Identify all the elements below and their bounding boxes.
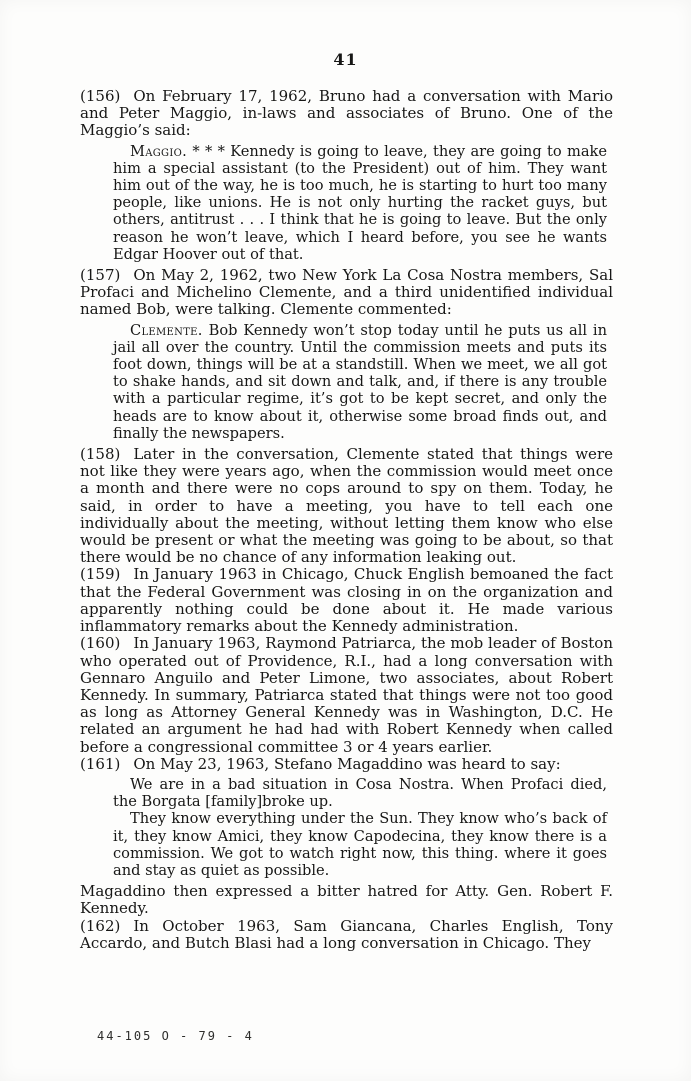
paragraph-161-text: On May 23, 1963, Stefano Magaddino was heard to say:	[133, 754, 561, 773]
printers-code: 44-105 O - 79 - 4	[97, 1029, 254, 1043]
quote-156-speaker: Maggio.	[130, 142, 188, 160]
paragraph-161	[80, 756, 613, 773]
quote-161-paragraph-1: We are in a bad situation in Cosa Nostra. When Profaci died, the Borgata [family]broke up.	[113, 775, 607, 811]
paragraph-160-text: In January 1963, Raymond Patriarca, the mob leader of Boston who operated out of Providence, R.I., had a long conversation with Gennaro Anguilo and Peter Limone, two associates, about Robert Kennedy. In summary, Patriarca stated that things were not too good as long as Attorney General Kennedy was in Washington, D.C. He related an argument he had had with Robert Kennedy when called before a congressional committee 3 or 4 years earlier.	[80, 634, 613, 756]
paragraph-158-number: (158)	[80, 445, 121, 464]
paragraph-157-number: (157)	[80, 266, 121, 285]
paragraph-157-text: On May 2, 1962, two New York La Cosa Nostra members, Sal Profaci and Michelino Clemente, and a third unidentified individual named Bob, were talking. Clemente commented:	[80, 266, 613, 319]
paragraph-156-text: On February 17, 1962, Bruno had a conversation with Mario and Peter Maggio, in-laws and associates of Bruno. One of the Maggio’s said:	[80, 87, 613, 140]
paragraph-161-closing: Magaddino then expressed a bitter hatred for Atty. Gen. Robert F. Kennedy.	[80, 882, 613, 918]
quote-157-speaker: Clemente.	[130, 321, 203, 339]
paragraph-156-number: (156)	[80, 87, 121, 105]
paragraph-159	[80, 566, 613, 635]
quote-157-text: Bob Kennedy won’t stop today until he puts us all in jail all over the country. Until the commission meets and puts its foot down, things will be at a standstill. When we meet, we all got to shake hands, and sit down and talk, and, if there is any trouble with a particular regime, it’s got to be kept secret, and only the heads are to know about it, otherwise some broad finds out, and finally the newspapers.	[113, 321, 607, 442]
quote-156-text: * * * Kennedy is going to leave, they are going to make him a special assistant (to the President) out of him. They want him out of the way, he is too much, he is starting to hurt too many people, like unions. He is not only hurting the racket guys, but others, antitrust . . . I think that he is going to leave. But the only reason he won’t leave, which I heard before, you see he wants Edgar Hoover out of that.	[113, 142, 607, 263]
paragraph-158	[80, 446, 613, 566]
paragraph-162-text: In October 1963, Sam Giancana, Charles English, Tony Accardo, and Butch Blasi had a long conversation in Chicago. They	[80, 916, 613, 952]
paragraph-160-number: (160)	[80, 634, 121, 653]
page-number: 41	[333, 50, 358, 69]
paragraph-158-text: Later in the conversation, Clemente stated that things were not like they were years ago, when the commission would meet once a month and there were no cops around to spy on them. Today, he said, in order to have a meeting, you have to tell each one individually about the meeting, without letting them know who else would be present or what the meeting was going to be about, so that there would be no chance of any information leaking out.	[80, 445, 613, 567]
paragraph-162-number: (162)	[80, 916, 121, 935]
quote-161-paragraph-2: They know everything under the Sun. They know who’s back of it, they know Amici, they know Capodecina, they know there is a commission. We got to watch right now, this thing. where it goes and stay as quiet as possible.	[113, 810, 607, 879]
page-body	[80, 88, 613, 952]
paragraph-159-number: (159)	[80, 565, 121, 584]
quote-157	[113, 322, 607, 442]
quote-161	[113, 776, 607, 879]
paragraph-161-number: (161)	[80, 754, 121, 773]
paragraph-159-text: In January 1963 in Chicago, Chuck English bemoaned the fact that the Federal Government was closing in on the organization and apparently nothing could be done about it. He made various inflammatory remarks about the Kennedy administration.	[80, 565, 613, 636]
paragraph-157	[80, 267, 613, 319]
quote-156	[113, 143, 607, 263]
paragraph-162	[80, 918, 613, 952]
paragraph-160	[80, 635, 613, 755]
paragraph-156	[80, 88, 613, 140]
